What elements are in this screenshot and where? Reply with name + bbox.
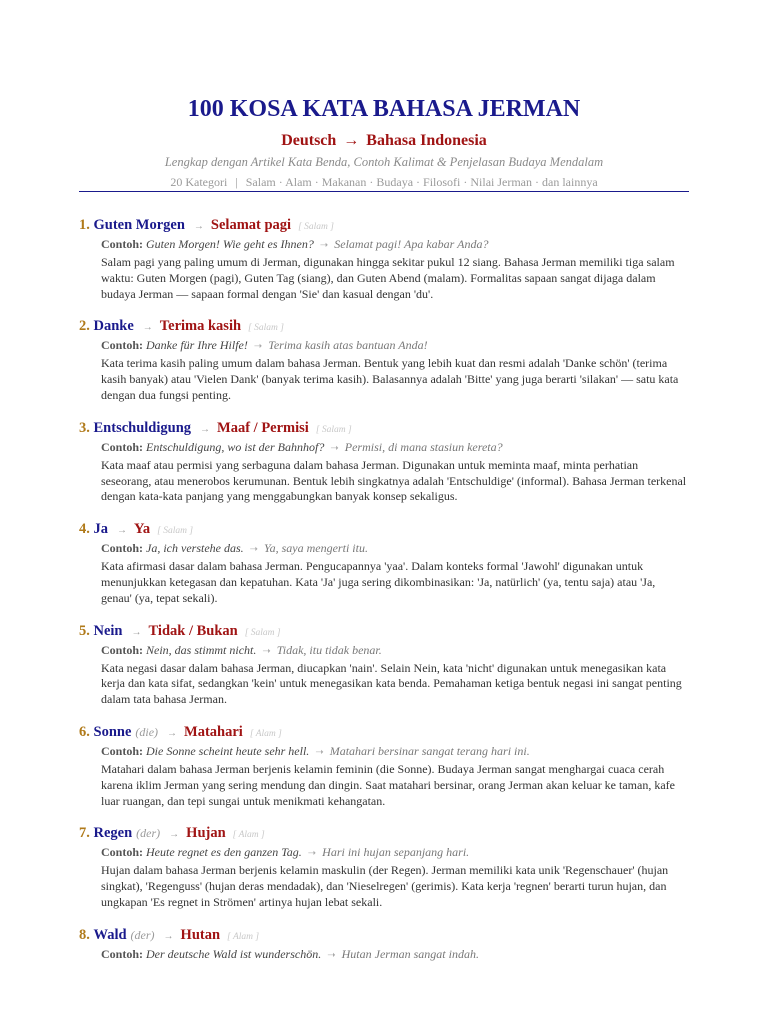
example-german: Danke für Ihre Hilfe! (146, 338, 248, 353)
example-sentence (101, 946, 689, 964)
entry-body (79, 540, 689, 606)
example-german: Der deutsche Wald ist wunderschön. (146, 946, 322, 961)
entry-body (79, 743, 689, 809)
entry-heading (79, 520, 689, 540)
category-tag: [ Salam ] (315, 424, 352, 435)
entry-number: 8. (79, 926, 90, 943)
entry-body (79, 946, 689, 964)
example-indonesian: Ya, saya mengerti itu. (264, 541, 368, 556)
arrow-icon: → (117, 525, 127, 537)
category-tag: [ Alam ] (232, 830, 265, 841)
entry-body (79, 337, 689, 403)
arrow-icon: → (343, 132, 360, 149)
language-pair (79, 131, 689, 151)
document-page (79, 0, 689, 979)
example-german: Die Sonne scheint heute sehr hell. (146, 743, 310, 758)
entry-heading (79, 926, 689, 946)
example-indonesian: Hari ini hujan sepanjang hari. (322, 845, 470, 860)
entry-heading (79, 723, 689, 743)
category-tag: [ Salam ] (157, 526, 194, 537)
example-sentence (101, 844, 689, 862)
entry-description: Kata terima kasih paling umum dalam bahasa Jerman. Bentuk yang lebih kuat dan resmi adalah 'Danke schön' (terima kasih banyak) atau 'Vielen Dank' (banyak terima kasih). Balasannya adalah 'Bitte' yang juga berarti 'silakan' — satu kata dengan dua fungsi penting. (101, 356, 679, 402)
entry-body (79, 439, 689, 505)
german-word: Entschuldigung (93, 419, 192, 436)
vocabulary-entry (79, 622, 689, 708)
arrow-icon: → (131, 626, 142, 638)
noun-article: (die) (135, 724, 159, 739)
entry-heading (79, 419, 689, 439)
entry-heading (79, 622, 689, 642)
category-tag: [ Salam ] (298, 222, 334, 232)
category-tag: [ Salam ] (248, 323, 284, 334)
category-tag: [ Alam ] (227, 931, 260, 942)
entry-number: 7. (79, 825, 90, 842)
indonesian-word: Hujan (186, 825, 226, 842)
german-word: Guten Morgen (93, 217, 185, 233)
vocabulary-entry (79, 723, 689, 809)
noun-article: (der) (130, 927, 155, 942)
entry-number: 3. (79, 419, 90, 436)
arrow-icon: ➝ (330, 442, 339, 454)
arrow-icon: → (193, 221, 204, 232)
example-sentence (101, 337, 689, 355)
category-count: 20 Kategori (170, 175, 228, 189)
entry-heading (79, 317, 689, 337)
example-label: Contoh: (101, 439, 144, 454)
category-tag: [ Alam ] (249, 728, 282, 739)
example-label: Contoh: (101, 338, 144, 353)
example-label: Contoh: (101, 845, 144, 860)
example-label: Contoh: (101, 743, 144, 758)
example-german: Ja, ich verstehe das. (146, 541, 244, 556)
entry-heading (79, 216, 689, 236)
entry-number: 1. (79, 217, 90, 233)
tagline: Lengkap dengan Artikel Kata Benda, Contoh Kalimat & Penjelasan Budaya Mendalam (164, 155, 604, 169)
example-label: Contoh: (101, 237, 144, 251)
entry-number: 6. (79, 723, 90, 740)
vocabulary-entry (79, 317, 689, 403)
example-sentence (101, 540, 689, 558)
arrow-icon: ➝ (262, 645, 271, 657)
example-indonesian: Hutan Jerman sangat indah. (341, 946, 479, 961)
example-german: Entschuldigung, wo ist der Bahnhof? (146, 439, 325, 454)
arrow-icon: → (167, 727, 178, 739)
german-word: Danke (93, 318, 134, 335)
category-summary (79, 174, 689, 192)
arrow-icon: → (142, 322, 153, 334)
arrow-icon: ➝ (249, 544, 259, 556)
german-word: Regen (93, 825, 133, 842)
entry-heading (79, 824, 689, 844)
example-indonesian: Terima kasih atas bantuan Anda! (268, 338, 428, 353)
example-label: Contoh: (101, 642, 144, 657)
arrow-icon: ➝ (315, 746, 324, 758)
example-label: Contoh: (101, 541, 144, 556)
vocabulary-entry (79, 419, 689, 505)
example-sentence (101, 236, 689, 254)
indonesian-word: Maaf / Permisi (217, 419, 309, 436)
example-sentence (101, 439, 689, 457)
entry-number: 4. (79, 521, 90, 538)
target-language: Bahasa Indonesia (366, 132, 487, 149)
indonesian-word: Ya (134, 521, 151, 538)
arrow-icon: → (163, 930, 174, 942)
german-word: Sonne (93, 723, 132, 740)
german-word: Wald (93, 926, 127, 943)
example-indonesian: Tidak, itu tidak benar. (276, 642, 382, 657)
indonesian-word: Tidak / Bukan (148, 622, 238, 639)
vocabulary-entry (79, 216, 689, 302)
example-indonesian: Selamat pagi! Apa kabar Anda? (334, 237, 489, 251)
indonesian-word: Selamat pagi (210, 217, 292, 233)
example-sentence (101, 642, 689, 660)
german-word: Ja (93, 521, 108, 538)
vocabulary-entry (79, 520, 689, 606)
entry-body (79, 844, 689, 910)
entry-number: 2. (79, 318, 90, 335)
indonesian-word: Terima kasih (159, 318, 242, 335)
entry-description: Kata maaf atau permisi yang serbaguna dalam bahasa Jerman. Digunakan untuk meminta maaf, minta perhatian seseorang, atau menerobos kerumunan. Bentuk lebih singkatnya adalah 'Entschuldige' (informal). Bahasa Jerman terkenal dengan kata-kata panjang yang menggabungkan banyak konsep sekaligus. (101, 457, 687, 504)
noun-article: (der) (136, 826, 161, 841)
category-tag: [ Salam ] (244, 627, 281, 638)
indonesian-word: Hutan (180, 926, 221, 943)
entry-description: Matahari dalam bahasa Jerman berjenis kelamin feminin (die Sonne). Budaya Jerman sangat menghargai cuaca cerah karena iklim Jerman yang sering mendung dan dingin. Saat matahari bersinar, orang Jerman akan keluar ke taman, kafe luar ruangan, dan tepi sungai untuk menikmati kehangatan. (101, 761, 675, 808)
divider: | (235, 175, 238, 189)
indonesian-word: Matahari (184, 723, 243, 740)
vocabulary-entry (79, 824, 689, 910)
entry-description: Kata negasi dasar dalam bahasa Jerman, diucapkan 'nain'. Selain Nein, kata 'nicht' digunakan untuk menegasikan kata kerja dan kata sifat, sedangkan 'kein' untuk menegasikan kata benda. Pemahaman ketiga bentuk negasi ini sangat penting dalam tata bahasa Jerman. (101, 660, 682, 707)
arrow-icon: ➝ (327, 949, 336, 961)
entry-description: Salam pagi yang paling umum di Jerman, digunakan hingga sekitar pukul 12 siang. Bahasa Jerman memiliki tiga salam waktu: Guten Morgen (pagi), Guten Tag (siang), dan Guten Abend (malam). Formalitas sapaan sangat dijaga dalam budaya Jerman — sapaan formal dengan 'Sie' dan kasual dengan 'du'. (101, 255, 675, 301)
vocabulary-list (79, 216, 689, 964)
entry-description: Hujan dalam bahasa Jerman berjenis kelamin maskulin (der Regen). Jerman memiliki kata unik 'Regenschauer' (hujan singkat), 'Regenguss' (hujan deras mendadak), dan 'Nieselregen' (gerimis). Kata kerja 'regnen' berarti turun hujan, dan ungkapan 'Es regnet in Strömen' artinya hujan lebat sekali. (101, 863, 669, 909)
arrow-icon: → (169, 829, 180, 841)
entry-description: Kata afirmasi dasar dalam bahasa Jerman. Pengucapannya 'yaa'. Dalam konteks formal 'Jawohl' digunakan untuk menunjukkan ketegasan dan kepatuhan. Kata 'Ja' juga sering dikombinasikan: 'Ja, natürlich' (ya, tentu saja) atau 'Ja, genau' (ya, tepat sekali). (101, 559, 656, 605)
example-german: Guten Morgen! Wie geht es Ihnen? (146, 237, 314, 251)
example-german: Heute regnet es den ganzen Tag. (146, 845, 302, 860)
example-indonesian: Permisi, di mana stasiun kereta? (344, 439, 503, 454)
category-list: Salam · Alam · Makanan · Budaya · Filosofi · Nilai Jerman · dan lainnya (245, 175, 598, 189)
source-language: Deutsch (281, 132, 337, 149)
arrow-icon: ➝ (253, 341, 263, 353)
arrow-icon: ➝ (319, 240, 329, 251)
entry-number: 5. (79, 622, 90, 639)
example-german: Nein, das stimmt nicht. (146, 642, 257, 657)
example-label: Contoh: (101, 946, 144, 961)
page-title: 100 KOSA KATA BAHASA JERMAN (187, 96, 581, 122)
example-indonesian: Matahari bersinar sangat terang hari ini. (329, 743, 530, 758)
entry-body (79, 236, 689, 302)
german-word: Nein (93, 622, 123, 639)
entry-body (79, 642, 689, 708)
arrow-icon: → (200, 423, 211, 435)
vocabulary-entry (79, 926, 689, 964)
arrow-icon: ➝ (307, 848, 317, 860)
example-sentence (101, 743, 689, 761)
